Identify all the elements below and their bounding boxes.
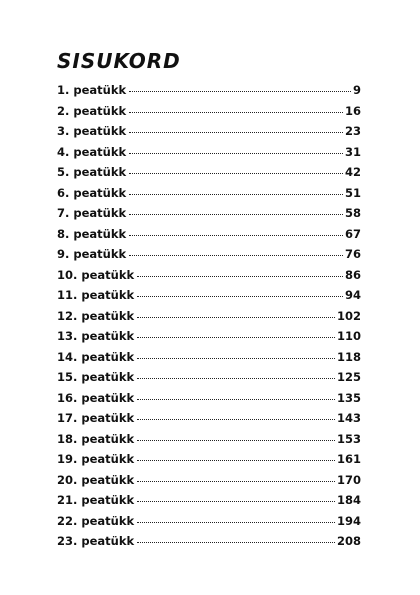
dot-leader	[137, 316, 335, 318]
dot-leader	[137, 500, 335, 502]
dot-leader	[129, 213, 343, 215]
toc-entry[interactable]	[57, 101, 361, 122]
toc-chapter-label: 22. peatükk	[57, 513, 135, 528]
dot-leader	[137, 480, 335, 482]
dot-leader	[137, 275, 343, 277]
toc-entry[interactable]	[57, 429, 361, 450]
toc-entry[interactable]	[57, 162, 361, 183]
toc-chapter-label: 8. peatükk	[57, 226, 127, 241]
toc-page-number: 170	[336, 472, 361, 487]
dot-leader	[129, 172, 343, 174]
dot-leader	[137, 439, 335, 441]
toc-chapter-label: 9. peatükk	[57, 247, 127, 261]
toc-page-number: 23	[344, 124, 361, 138]
toc-entry[interactable]	[57, 203, 361, 224]
toc-entry[interactable]	[57, 367, 361, 388]
toc-page-number: 125	[336, 370, 361, 384]
page-title: SISUKORD	[57, 49, 181, 73]
toc-chapter-label: 5. peatükk	[57, 165, 127, 179]
toc-page-number: 94	[344, 288, 361, 302]
toc-chapter-label: 7. peatükk	[57, 206, 127, 220]
dot-leader	[137, 357, 335, 359]
dot-leader	[129, 254, 343, 256]
toc-entry[interactable]	[57, 121, 361, 142]
dot-leader	[137, 541, 335, 543]
toc-chapter-label: 18. peatükk	[57, 431, 135, 446]
toc-chapter-label: 13. peatükk	[57, 329, 135, 343]
dot-leader	[137, 377, 335, 379]
toc-chapter-label: 4. peatükk	[57, 144, 127, 159]
toc-chapter-label: 11. peatükk	[57, 288, 135, 302]
toc-chapter-label: 23. peatükk	[57, 534, 135, 548]
toc-entry[interactable]	[57, 326, 361, 347]
toc-page-number: 67	[344, 226, 361, 241]
toc-page-number: 16	[344, 103, 361, 118]
toc-page-number: 194	[336, 513, 361, 528]
toc-entry[interactable]	[57, 244, 361, 265]
dot-leader	[129, 234, 343, 236]
dot-leader	[137, 418, 335, 420]
toc-chapter-label: 14. peatükk	[57, 349, 135, 364]
toc-page-number: 208	[336, 534, 361, 548]
toc-chapter-label: 10. peatükk	[57, 267, 135, 282]
toc-chapter-label: 19. peatükk	[57, 452, 135, 466]
toc-entry[interactable]	[57, 80, 361, 101]
toc-entry[interactable]	[57, 265, 361, 286]
toc-page-number: 110	[336, 329, 361, 343]
toc-chapter-label: 16. peatükk	[57, 390, 135, 405]
dot-leader	[137, 459, 335, 461]
toc-entry[interactable]	[57, 408, 361, 429]
toc-chapter-label: 3. peatükk	[57, 124, 127, 138]
toc-entry[interactable]	[57, 183, 361, 204]
dot-leader	[137, 295, 343, 297]
dot-leader	[129, 111, 343, 113]
toc-entry[interactable]	[57, 470, 361, 491]
toc-chapter-label: 21. peatükk	[57, 493, 135, 507]
toc-entry[interactable]	[57, 142, 361, 163]
toc-entry[interactable]	[57, 511, 361, 532]
toc-page-number: 161	[336, 452, 361, 466]
dot-leader	[129, 152, 343, 154]
dot-leader	[137, 521, 335, 523]
dot-leader	[137, 336, 335, 338]
toc-page-number: 76	[344, 247, 361, 261]
toc-page-number: 86	[344, 267, 361, 282]
toc-page-number: 135	[336, 390, 361, 405]
toc-page-number: 184	[336, 493, 361, 507]
toc-page-number: 51	[344, 185, 361, 200]
toc-entry[interactable]	[57, 224, 361, 245]
toc-entry[interactable]	[57, 347, 361, 368]
toc-entry[interactable]	[57, 531, 361, 552]
toc-entry[interactable]	[57, 388, 361, 409]
toc-page-number: 102	[336, 308, 361, 323]
toc-page-number: 153	[336, 431, 361, 446]
toc-chapter-label: 6. peatükk	[57, 185, 127, 200]
toc-chapter-label: 2. peatükk	[57, 103, 127, 118]
toc-entry[interactable]	[57, 306, 361, 327]
toc-chapter-label: 20. peatükk	[57, 472, 135, 487]
dot-leader	[137, 398, 335, 400]
toc-chapter-label: 1. peatükk	[57, 83, 127, 97]
toc-page-number: 58	[344, 206, 361, 220]
dot-leader	[129, 131, 343, 133]
toc-page-number: 42	[344, 165, 361, 179]
table-of-contents	[57, 80, 361, 552]
toc-page-number: 143	[336, 411, 361, 425]
toc-chapter-label: 15. peatükk	[57, 370, 135, 384]
dot-leader	[129, 90, 351, 92]
toc-entry[interactable]	[57, 285, 361, 306]
toc-chapter-label: 17. peatükk	[57, 411, 135, 425]
toc-page-number: 31	[344, 144, 361, 159]
toc-chapter-label: 12. peatükk	[57, 308, 135, 323]
toc-entry[interactable]	[57, 490, 361, 511]
toc-page-number: 9	[352, 83, 361, 97]
toc-page-number: 118	[336, 349, 361, 364]
dot-leader	[129, 193, 343, 195]
toc-entry[interactable]	[57, 449, 361, 470]
